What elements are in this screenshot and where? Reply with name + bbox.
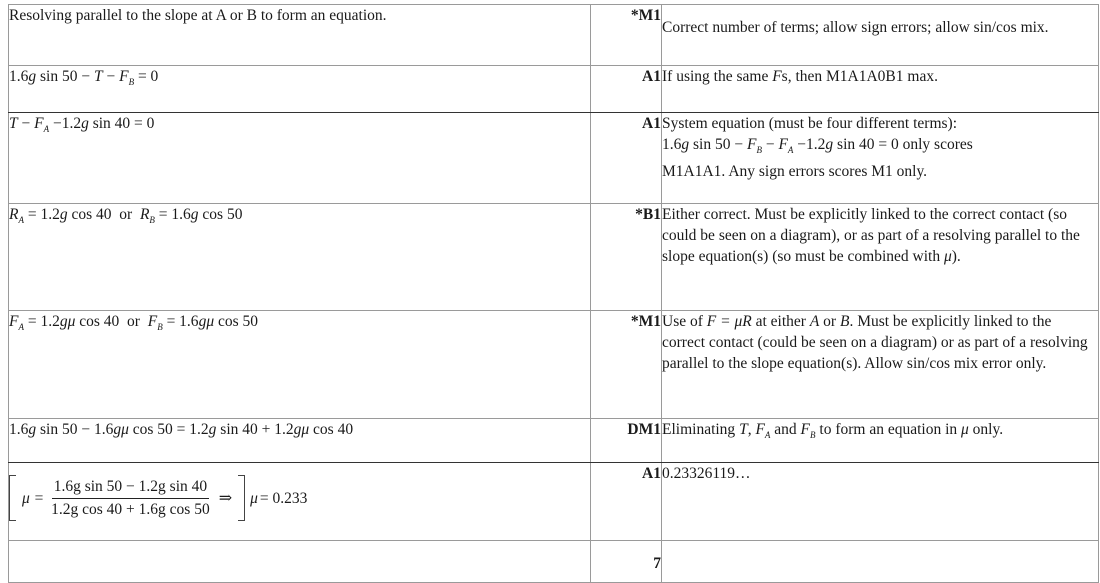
denominator: 1.2g cos 40 + 1.6g cos 50 bbox=[51, 500, 210, 518]
table-row bbox=[9, 419, 1099, 463]
mark-cell bbox=[591, 66, 662, 113]
mark-label: *M1 bbox=[630, 313, 661, 330]
mu-expression: μ = $\frac{\text{1.6g sin 50 − 1.2g sin 40}}{\text{1.2g cos 40 + 1.6g cos 50}}$ ⇒ μ = 0.233 bbox=[9, 475, 307, 521]
mark-cell bbox=[591, 463, 662, 541]
fraction bbox=[49, 477, 212, 520]
total-marks: 7 bbox=[653, 555, 661, 572]
working-cell bbox=[9, 463, 591, 541]
guidance-cell bbox=[662, 113, 1099, 204]
mark-label: A1 bbox=[642, 465, 661, 482]
table-row bbox=[9, 204, 1099, 311]
guidance-text: Use of F = μR at either A or B. Must be explicitly linked to the correct contact (could be seen on a diagram) or as part of a resolving parallel to the slope equation(s). Allow sin/cos mix error only. bbox=[662, 313, 1088, 372]
working-text: Resolving parallel to the slope at A or B to form an equation. bbox=[9, 7, 387, 24]
total-mark-cell bbox=[591, 541, 662, 583]
guidance-text: Either correct. Must be explicitly linked to the correct contact (so could be seen on a diagram), or as part of a resolving parallel to the slope equation(s) (so must be combined with μ). bbox=[662, 206, 1080, 265]
mark-cell bbox=[591, 311, 662, 419]
guidance-cell bbox=[662, 204, 1099, 311]
equation: 1.6g $\sin 50 - T - F_B = 0$ bbox=[9, 68, 159, 87]
equation: $T - F_A -1.2g$ sin 40 = 0 bbox=[9, 115, 155, 134]
table-row bbox=[9, 66, 1099, 113]
left-bracket bbox=[9, 475, 16, 521]
mark-label: *M1 bbox=[630, 7, 661, 24]
working-cell bbox=[9, 204, 591, 311]
table-row-total bbox=[9, 541, 1099, 583]
guidance-cell bbox=[662, 463, 1099, 541]
mark-label: *B1 bbox=[635, 206, 661, 223]
mark-cell bbox=[591, 113, 662, 204]
working-cell bbox=[9, 311, 591, 419]
working-cell bbox=[9, 113, 591, 204]
mark-label: A1 bbox=[642, 115, 661, 132]
mark-cell bbox=[591, 419, 662, 463]
guidance-text: 0.23326119… bbox=[662, 465, 751, 482]
equation: 1.6g sin 50 − 1.6gμ cos 50 = 1.2g sin 40 + 1.2gμ cos 40 bbox=[9, 421, 354, 438]
guidance-cell bbox=[662, 419, 1099, 463]
mark-cell bbox=[591, 204, 662, 311]
table-row bbox=[9, 311, 1099, 419]
working-cell bbox=[9, 66, 591, 113]
system-equation: 1.6g $\sin 50 - F_B - F_A -1.2g$ sin 40 = 0 only scores bbox=[662, 136, 973, 155]
mark-label: A1 bbox=[642, 68, 661, 85]
guidance-text: System equation (must be four different terms): bbox=[662, 115, 958, 132]
mark-scheme-table bbox=[8, 4, 1099, 583]
guidance-text: If using the same Fs, then M1A1A0B1 max. bbox=[662, 68, 938, 85]
working-cell bbox=[9, 419, 591, 463]
guidance-text: M1A1A1. Any sign errors scores M1 only. bbox=[662, 163, 928, 180]
right-bracket bbox=[238, 475, 245, 521]
numerator: 1.6g sin 50 − 1.2g sin 40 bbox=[52, 477, 209, 499]
working-cell bbox=[9, 541, 591, 583]
working-cell bbox=[9, 5, 591, 66]
mark-cell bbox=[591, 5, 662, 66]
guidance-cell bbox=[662, 5, 1099, 66]
guidance-text: Correct number of terms; allow sign errors; allow sin/cos mix. bbox=[662, 19, 1049, 36]
table-row bbox=[9, 113, 1099, 204]
equation: $F_A = 1.2g\mu$ cos 40 or $F_B = 1.6g\mu$ cos 50 bbox=[9, 313, 259, 332]
equation: $R_A = 1.2g$ cos 40 or $R_B = 1.6g$ cos 50 bbox=[9, 206, 243, 225]
implies-arrow: ⇒ bbox=[218, 489, 233, 507]
mark-label: DM1 bbox=[627, 421, 661, 438]
guidance-cell bbox=[662, 311, 1099, 419]
guidance-cell bbox=[662, 66, 1099, 113]
guidance-cell bbox=[662, 541, 1099, 583]
table-row bbox=[9, 463, 1099, 541]
table-row bbox=[9, 5, 1099, 66]
guidance-text: Eliminating T, $F_A$ and $F_B$ to form an equation in μ only. bbox=[662, 421, 1004, 440]
